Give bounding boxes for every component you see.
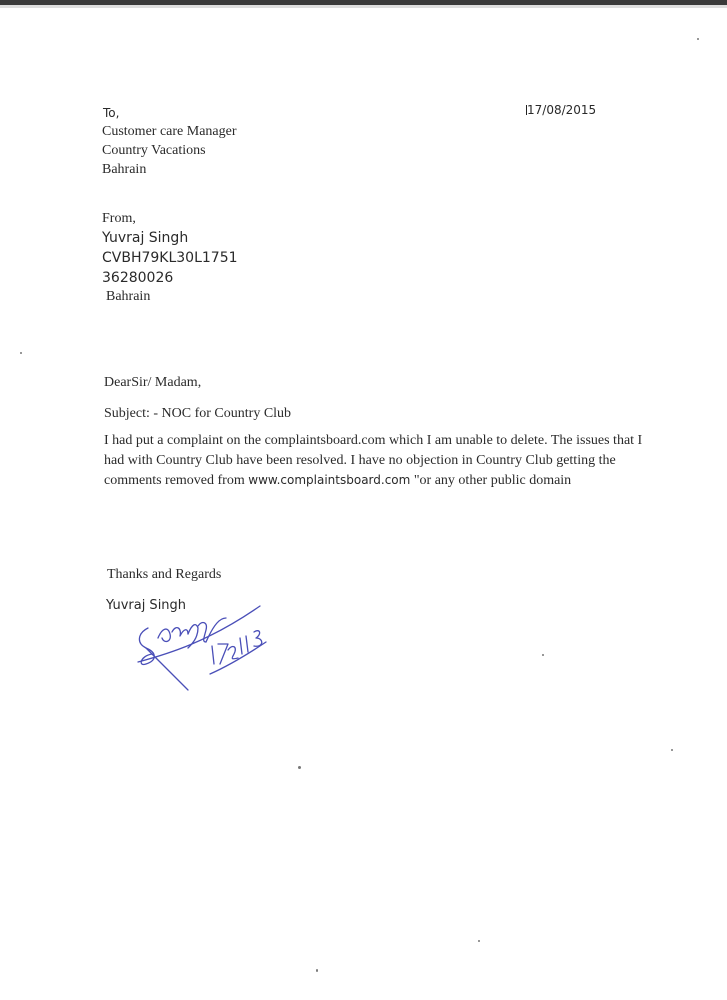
scan-top-shadow (0, 5, 727, 8)
from-label: From, (102, 211, 136, 226)
closing: Thanks and Regards (107, 567, 222, 582)
body-line-2: had with Country Club have been resolved. I have no objection in Country Club getting the (104, 453, 616, 468)
scan-speck (316, 969, 318, 972)
to-label: To, (103, 106, 120, 120)
scan-speck (671, 749, 673, 751)
sender-id: CVBH79KL30L1751 (102, 250, 238, 266)
body-line-3-end: "or any other public domain (410, 473, 572, 488)
sender-country: Bahrain (106, 289, 151, 304)
scan-speck (478, 940, 480, 942)
signatory-name: Yuvraj Singh (106, 598, 187, 613)
handwritten-signature (128, 598, 288, 693)
salutation: DearSir/ Madam, (104, 375, 202, 390)
recipient-country: Bahrain (102, 162, 147, 177)
complaintsboard-link: www.complaintsboard.com (248, 473, 411, 487)
scan-speck (697, 38, 699, 40)
sender-phone: 36280026 (102, 270, 174, 286)
scan-speck (542, 654, 544, 656)
body-line-3 (104, 473, 571, 489)
recipient-company: Country Vacations (102, 143, 206, 158)
recipient-title: Customer care Manager (102, 124, 237, 139)
scan-speck (20, 352, 22, 354)
scan-speck (298, 766, 301, 769)
body-line-1: I had put a complaint on the complaintsboard.com which I am unable to delete. The issues that I (104, 433, 643, 448)
body-line-3-text: comments removed from (104, 473, 249, 488)
date-day: 17 (527, 103, 543, 117)
letter-date (527, 103, 596, 117)
subject-line: Subject: - NOC for Country Club (104, 406, 292, 421)
date-month-year: /08/2015 (542, 103, 597, 117)
sender-name: Yuvraj Singh (102, 230, 189, 246)
